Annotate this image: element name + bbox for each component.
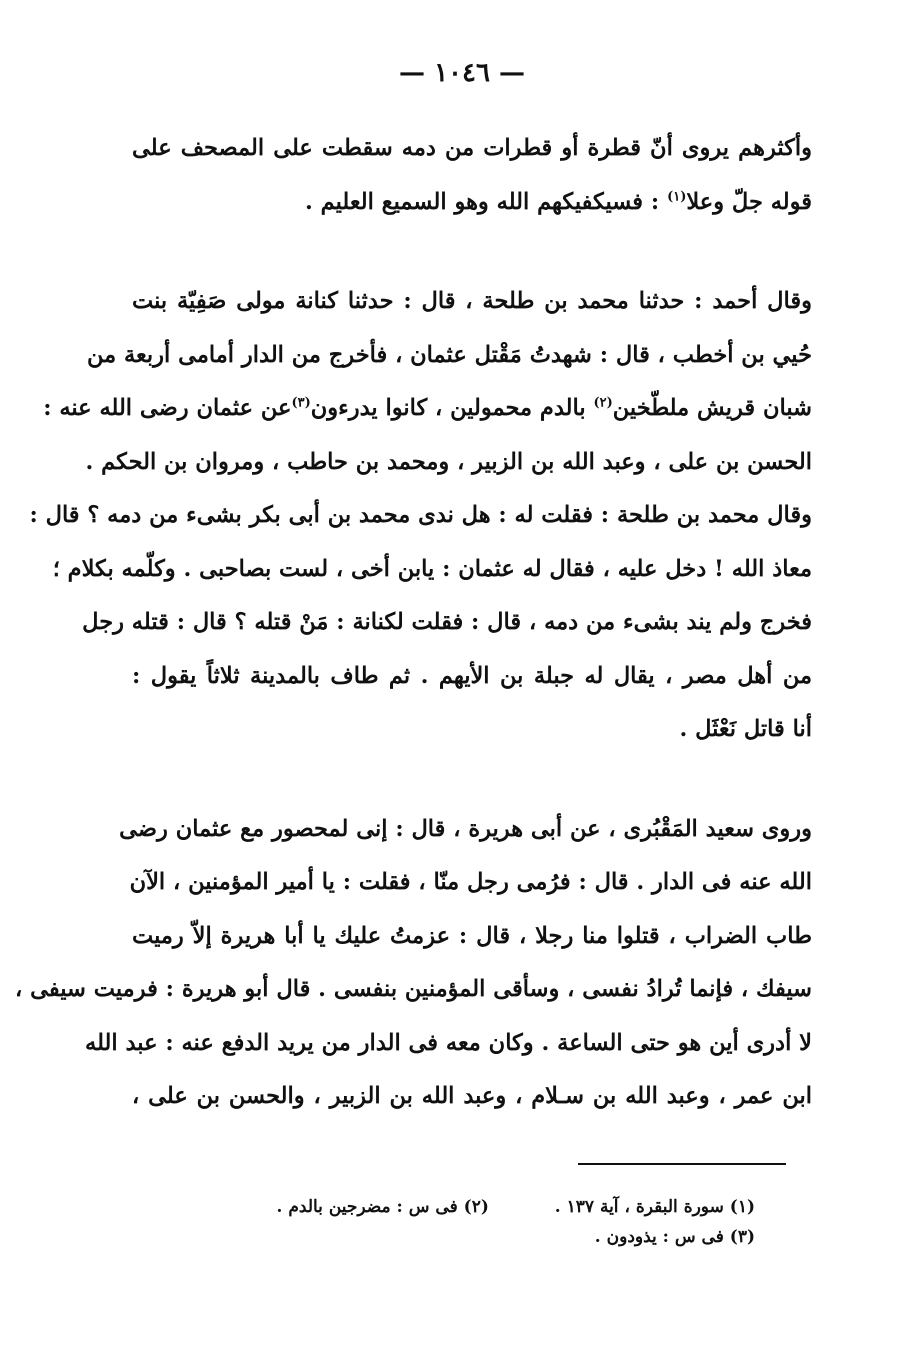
body-text (15, 122, 812, 1124)
footnote-1: (١) سورة البقرة ، آية ١٣٧ . (554, 1197, 755, 1217)
text-line: ابن عمر ، وعبد الله بن سـلام ، وعبد الله بن الزبير ، والحسن بن على ، (132, 1083, 812, 1109)
footnote-3: (٣) فى س : يذودون . (594, 1227, 755, 1247)
text-line: وروى سعيد المَقْبُرى ، عن أبى هريرة ، قال : إنى لمحصور مع عثمان رضى (119, 815, 812, 842)
text-line: الله عنه فى الدار . قال : فرُمى رجل منّا ، فقلت : يا أمير المؤمنين ، الآن (129, 869, 812, 895)
text-line: لا أدرى أين هو حتى الساعة . وكان معه فى الدار من يريد الدفع عنه : عبد الله (85, 1029, 812, 1056)
text-line: الحسن بن على ، وعبد الله بن الزبير ، ومحمد بن حاطب ، ومروان بن الحكم . (85, 448, 812, 475)
footnote-row (200, 1222, 755, 1252)
page-number: — ١٠٤٦ — (399, 58, 525, 88)
footnote-ref: (١) (667, 189, 687, 204)
text-line: سيفك ، فإنما تُرادُ نفسى ، وسأقى المؤمنين بنفسى . قال أبو هريرة : فرميت سيفى ، (15, 976, 812, 1002)
text-line: طاب الضراب ، قتلوا منا رجلا ، قال : عزمتُ عليك يا أبا هريرة إلاّ رميت (132, 922, 812, 949)
text-line: أنا قاتل نَعْثَل . (679, 716, 812, 742)
footnote-ref: (٣) (291, 395, 311, 411)
text-line: قوله جلّ وعلا$^{(١)}$ : فسيكفيكهم الله وهو السميع العليم . (304, 188, 812, 215)
footnote-divider (578, 1163, 786, 1165)
text-line: وقال أحمد : حدثنا محمد بن طلحة ، قال : حدثنا كنانة مولى صَفِيّة بنت (132, 288, 812, 314)
text-line: وأكثرهم يروى أنّ قطرة أو قطرات من دمه سقطت على المصحف على (132, 135, 812, 161)
footnote-row (200, 1192, 755, 1222)
text-line: فخرج ولم يند بشىء من دمه ، قال : فقلت لكنانة : مَنْ قتله ؟ قال : قتله رجل (82, 609, 812, 635)
text-line: وقال محمد بن طلحة : فقلت له : هل ندى محمد بن أبى بكر بشىء من دمه ؟ قال : (29, 502, 812, 528)
footnotes (200, 1192, 755, 1252)
text-line: من أهل مصر ، يقال له جبلة بن الأيهم . ثم طاف بالمدينة ثلاثاً يقول : (132, 662, 812, 689)
footnote-ref: (٢) (593, 395, 613, 411)
text-line: حُيي بن أخطب ، قال : شهدتُ مَقْتل عثمان ، فأخرج من الدار أمامى أربعة من (86, 341, 812, 368)
text-line: شبان قريش ملطّخين$^{(٢)}$ بالدم محمولين ، كانوا يدرءون$^{(٣)}$عن عثمان رضى الله عنه : (43, 395, 812, 421)
footnote-2: (٢) فى س : مضرجين بالدم . (276, 1197, 489, 1217)
text-line: معاذ الله ! دخل عليه ، فقال له عثمان : يابن أخى ، لست بصاحبى . وكلّمه بكلام ؛ (52, 555, 812, 582)
